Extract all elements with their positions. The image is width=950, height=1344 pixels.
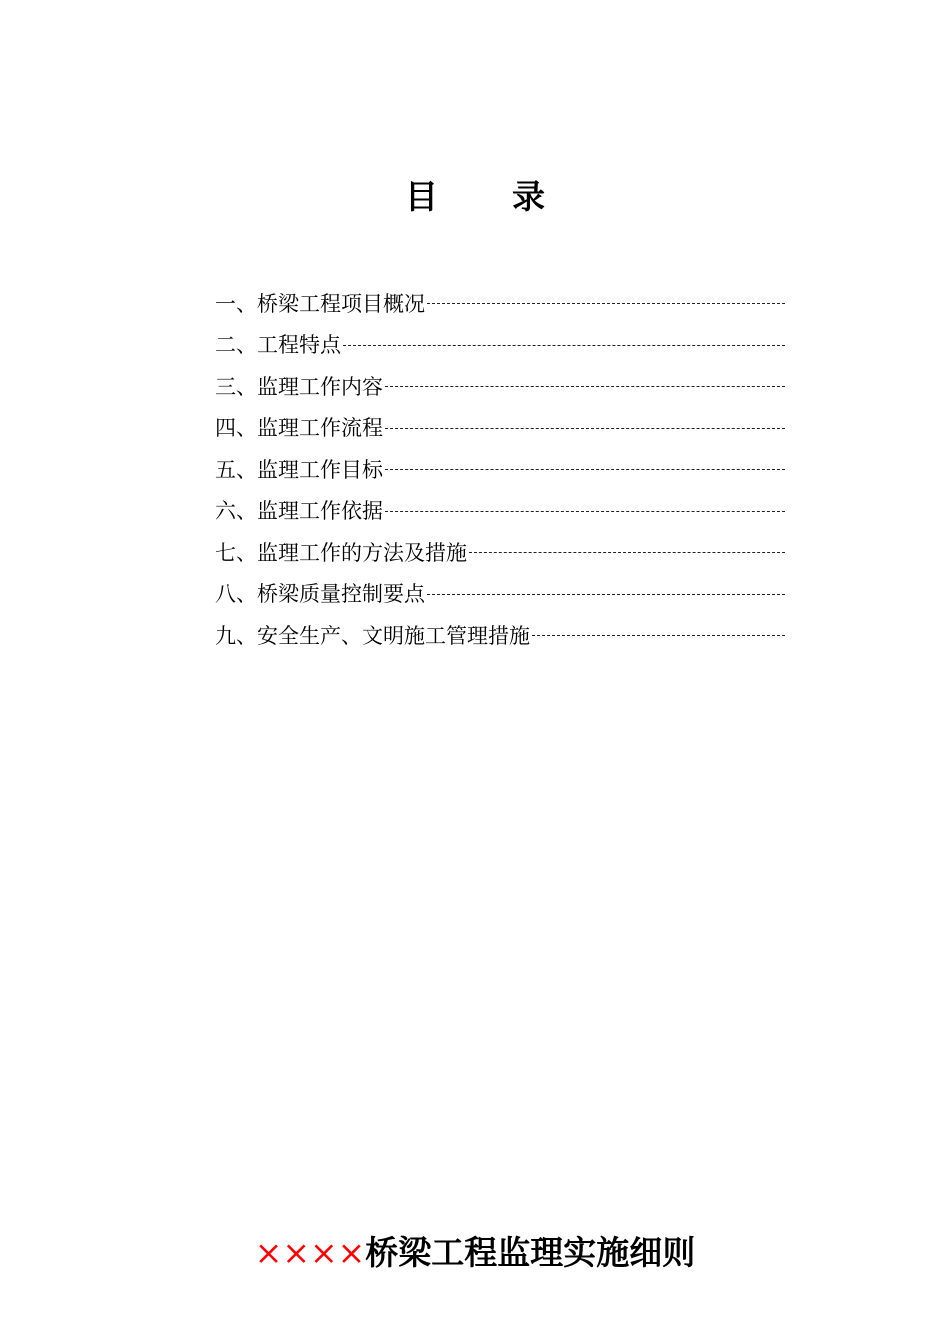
toc-leader-line [385,428,785,429]
toc-heading-char-2: 录 [512,177,545,216]
toc-leader-line [469,552,785,553]
toc-item-label: 一、桥梁工程项目概况 [215,291,425,316]
toc-leader-line [343,345,785,346]
toc-list [215,282,785,656]
toc-item-5[interactable] [215,448,785,490]
toc-heading [0,172,950,222]
toc-item-label: 五、监理工作目标 [215,457,383,482]
toc-item-2[interactable] [215,324,785,366]
toc-item-1[interactable] [215,282,785,324]
toc-item-4[interactable] [215,407,785,449]
toc-item-label: 三、监理工作内容 [215,374,383,399]
toc-item-label: 二、工程特点 [215,333,341,358]
toc-item-label: 四、监理工作流程 [215,416,383,441]
toc-item-label: 七、监理工作的方法及措施 [215,540,467,565]
placeholder-marks: ×××× [254,1233,366,1272]
toc-item-label: 八、桥梁质量控制要点 [215,582,425,607]
toc-leader-line [385,386,785,387]
toc-leader-line [385,511,785,512]
toc-item-7[interactable] [215,531,785,573]
toc-leader-line [385,469,785,470]
toc-item-3[interactable] [215,365,785,407]
toc-leader-line [427,594,785,595]
toc-leader-line [427,303,785,304]
footer-title-text: 桥梁工程监理实施细则 [365,1233,696,1272]
toc-item-label: 九、安全生产、文明施工管理措施 [215,623,530,648]
toc-heading-char-1: 目 [405,177,438,216]
toc-item-label: 六、监理工作依据 [215,499,383,524]
document-footer-title [0,1228,950,1278]
toc-item-8[interactable] [215,573,785,615]
toc-item-9[interactable] [215,614,785,656]
toc-item-6[interactable] [215,490,785,532]
toc-leader-line [532,635,785,636]
